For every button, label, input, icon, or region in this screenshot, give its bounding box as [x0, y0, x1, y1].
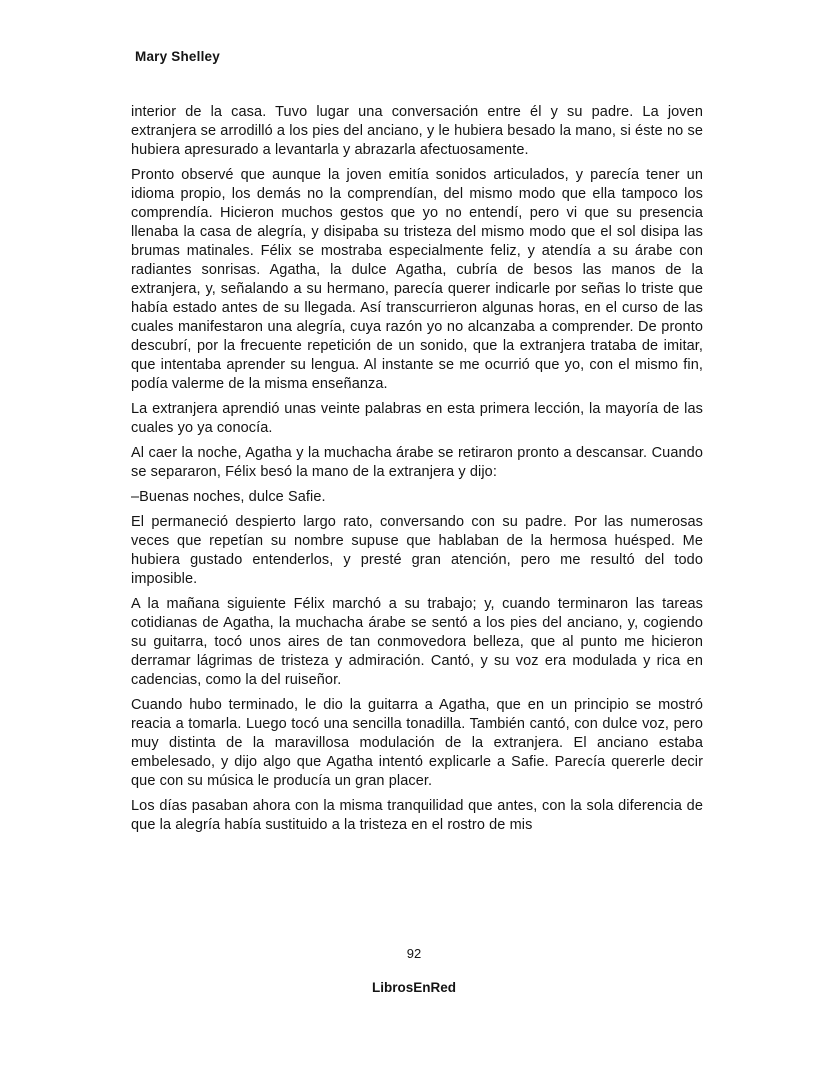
- paragraph-4: Al caer la noche, Agatha y la muchacha árabe se retiraron pronto a descansar. Cuando se separaron, Félix besó la mano de la extranjera y dijo:: [131, 445, 703, 480]
- paragraph-5-dialogue: –Buenas noches, dulce Safie.: [131, 489, 326, 505]
- paragraph-2: Pronto observé que aunque la joven emitía sonidos articulados, y parecía tener un idioma propio, los demás no la comprendían, del mismo modo que ella tampoco los comprendía. Hicieron muchos gestos que yo no entendí, pero vi que su presencia llenaba la casa de alegría, y disipaba su tristeza del mismo modo que el sol disipa las brumas matinales. Félix se mostraba especialmente feliz, y atendía a su árabe con radiantes sonrisas. Agatha, la dulce Agatha, cubría de besos las manos de la extranjera, y, señalando a su hermano, parecía querer indicarle por señas lo triste que había estado antes de su llegada. Así transcurrieron algunas horas, en el curso de las cuales manifestaron una alegría, cuya razón yo no alcanzaba a comprender. De pronto descubrí, por la frecuente repetición de un sonido, que la extranjera trataba de imitar, que intentaba aprender su lengua. Al instante se me ocurrió que yo, con el mismo fin, podía valerme de la misma enseñanza.: [131, 167, 703, 392]
- running-header-author: Mary Shelley: [135, 49, 220, 64]
- publisher-name: LibrosEnRed: [371, 980, 456, 995]
- page-body: [131, 103, 703, 841]
- paragraph-3: La extranjera aprendió unas veinte palabras en esta primera lección, la mayoría de las cuales yo ya conocía.: [131, 401, 703, 436]
- paragraph-6: El permaneció despierto largo rato, conversando con su padre. Por las numerosas veces que repetían su nombre supuse que hablaban de la hermosa huésped. Me hubiera gustado entenderlos, y presté gran atención, pero me resultó del todo imposible.: [131, 514, 703, 587]
- paragraph-7: A la mañana siguiente Félix marchó a su trabajo; y, cuando terminaron las tareas cotidianas de Agatha, la muchacha árabe se sentó a los pies del anciano, y, cogiendo su guitarra, tocó unos aires de tan conmovedora belleza, que al punto me hicieron derramar lágrimas de tristeza y admiración. Cantó, y su voz era modulada y rica en cadencias, como la del ruiseñor.: [131, 596, 703, 688]
- page-number: 92: [406, 946, 422, 961]
- paragraph-1: interior de la casa. Tuvo lugar una conversación entre él y su padre. La joven extranjera se arrodilló a los pies del anciano, y le hubiera besado la mano, si éste no se hubiera apresurado a levantarla y abrazarla afectuosamente.: [131, 104, 703, 158]
- paragraph-9: Los días pasaban ahora con la misma tranquilidad que antes, con la sola diferencia de que la alegría había sustituido a la tristeza en el rostro de mis: [131, 798, 703, 833]
- paragraph-8: Cuando hubo terminado, le dio la guitarra a Agatha, que en un principio se mostró reacia a tomarla. Luego tocó una sencilla tonadilla. También cantó, con dulce voz, pero muy distinta de la maravillosa modulación de la extranjera. El anciano estaba embelesado, y dijo algo que Agatha intentó explicarle a Safie. Parecía quererle decir que con su música le producía un gran placer.: [131, 697, 703, 789]
